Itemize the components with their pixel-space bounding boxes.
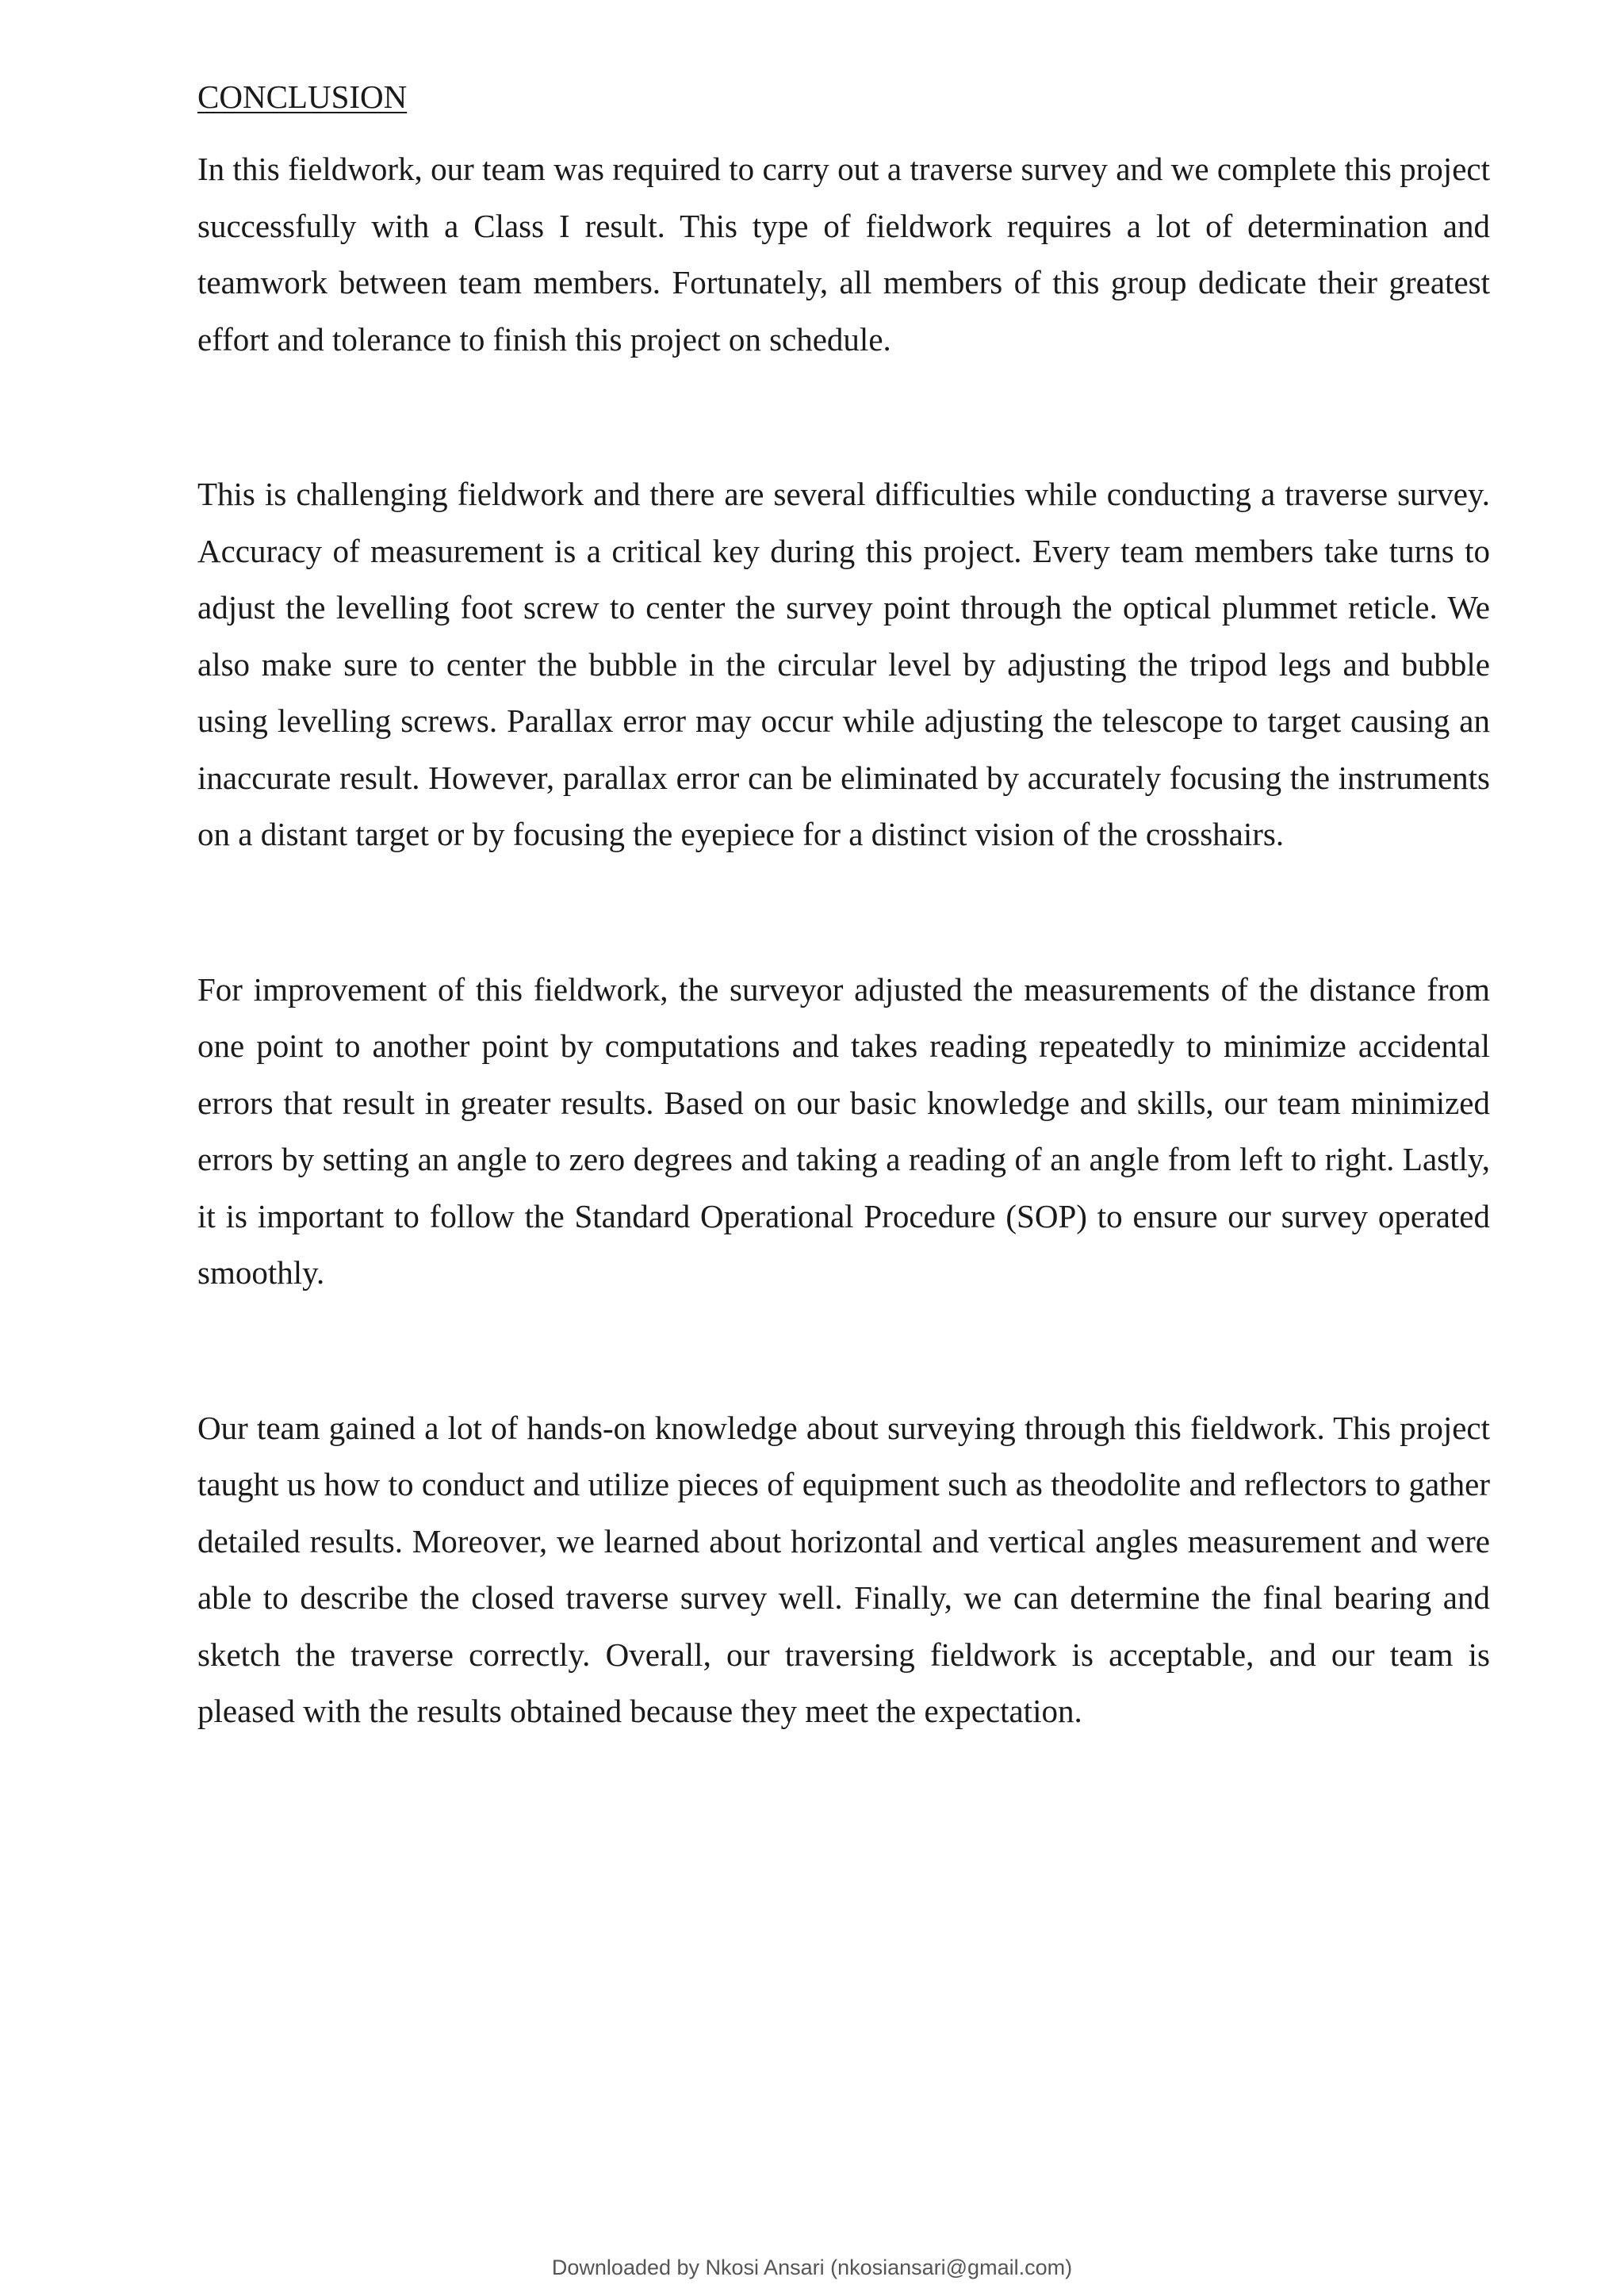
document-body xyxy=(197,73,1490,1839)
conclusion-paragraph-3: For improvement of this fieldwork, the surveyor adjusted the measurements of the distance from one point to another point by computations and takes reading repeatedly to minimize accidental errors that result in greater results. Based on our basic knowledge and skills, our team minimized errors by setting an angle to zero degrees and taking a reading of an angle from left to right. Lastly, it is important to follow the Standard Operational Procedure (SOP) to ensure our survey operated smoothly. xyxy=(197,970,1490,1291)
download-notice: Downloaded by Nkosi Ansari (nkosiansari@gmail.com) xyxy=(551,2256,1073,2279)
conclusion-paragraph-1: In this fieldwork, our team was required to carry out a traverse survey and we complete this project successfully with a Class I result. This type of fieldwork requires a lot of determination and teamwork between team members. Fortunately, all members of this group dedicate their greatest effort and tolerance to finish this project on schedule. xyxy=(197,151,1490,358)
conclusion-paragraph-2: This is challenging fieldwork and there are several difficulties while conducting a traverse survey. Accuracy of measurement is a critical key during this project. Every team members take turns to adjust the levelling foot screw to center the survey point through the optical plummet reticle. We also make sure to center the bubble in the circular level by adjusting the tripod legs and bubble using levelling screws. Parallax error may occur while adjusting the telescope to target causing an inaccurate result. However, parallax error can be eliminated by accurately focusing the instruments on a distant target or by focusing the eyepiece for a distinct vision of the crosshairs. xyxy=(197,476,1490,852)
section-heading: CONCLUSION xyxy=(197,78,408,115)
conclusion-paragraph-4: Our team gained a lot of hands-on knowledge about surveying through this fieldwork. This project taught us how to conduct and utilize pieces of equipment such as theodolite and reflectors to gather detailed results. Moreover, we learned about horizontal and vertical angles measurement and were able to describe the closed traverse survey well. Finally, we can determine the final bearing and sketch the traverse correctly. Overall, our traversing fieldwork is acceptable, and our team is pleased with the results obtained because they meet the expectation. xyxy=(197,1409,1490,1729)
